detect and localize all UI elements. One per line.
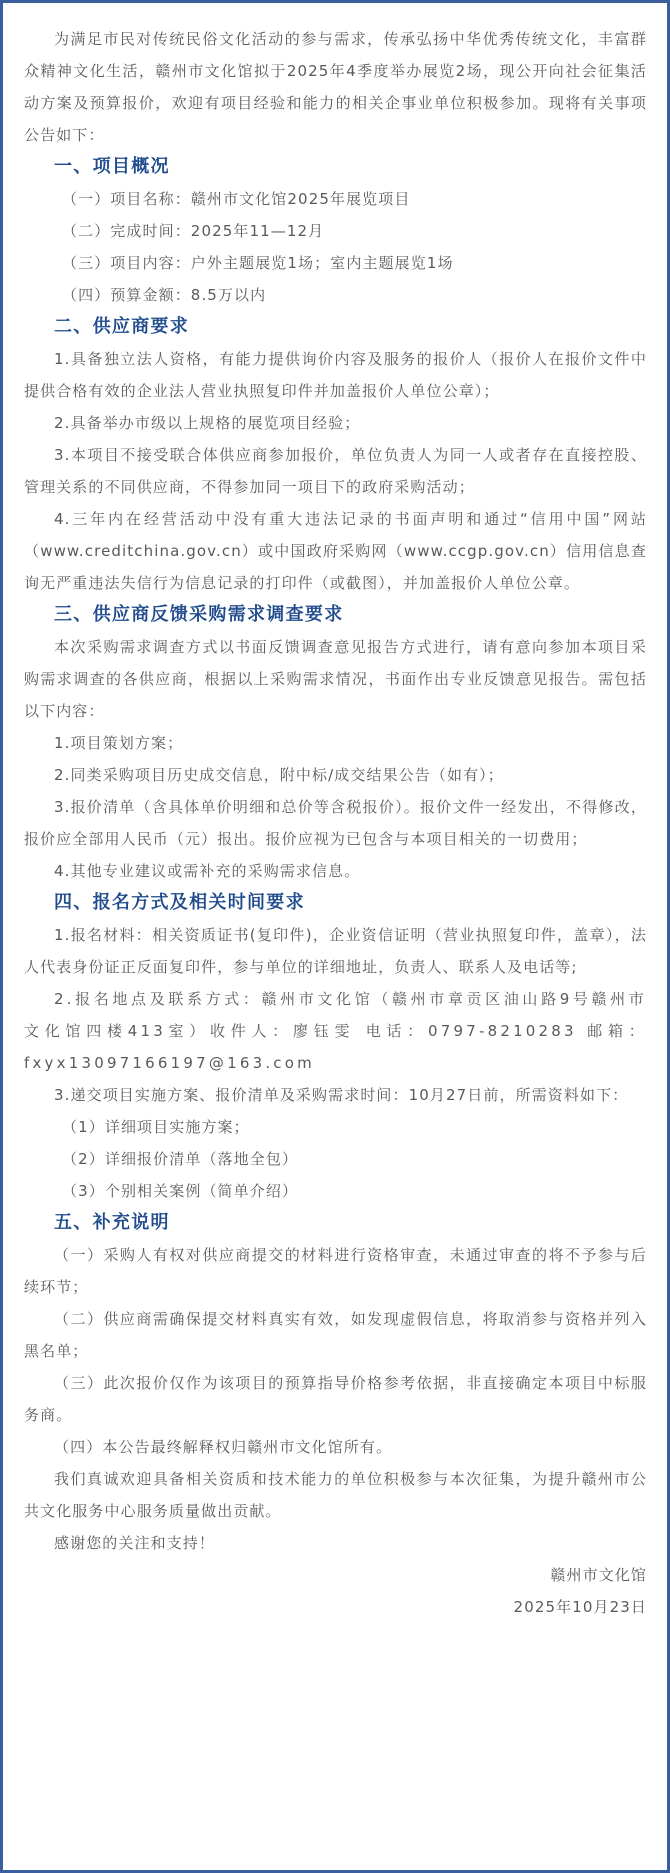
supplement-4: （四）本公告最终解释权归赣州市文化馆所有。	[54, 1438, 393, 1456]
supplement-2: （二）供应商需确保提交材料真实有效，如发现虚假信息，将取消参与资格并列入黑名单；	[24, 1310, 647, 1360]
supplier-req-1: 1.具备独立法人资格，有能力提供询价内容及服务的报价人（报价人在报价文件中提供合格有效的企业法人营业执照复印件并加盖报价人单位公章）；	[24, 350, 647, 400]
survey-intro: 本次采购需求调查方式以书面反馈调查意见报告方式进行，请有意向参加本项目采购需求调查的各供应商，根据以上采购需求情况，书面作出专业反馈意见报告。需包括以下内容：	[24, 638, 647, 720]
project-name: （一）项目名称：赣州市文化馆2025年展览项目	[62, 190, 411, 208]
registration-contact: 2.报名地点及联系方式：赣州市文化馆（赣州市章贡区油山路9号赣州市文化馆四楼413室）收件人：廖钰雯 电话：0797-8210283 邮箱：fxyx13097166197@163.com	[24, 990, 647, 1072]
required-doc-3: （3）个别相关案例（简单介绍）	[62, 1182, 299, 1200]
announcement-body	[24, 23, 647, 1623]
signature: 赣州市文化馆	[550, 1566, 647, 1584]
survey-item-3: 3.报价清单（含具体单价明细和总价等含税报价）。报价文件一经发出，不得修改，报价应全部用人民币（元）报出。报价应视为已包含与本项目相关的一切费用；	[24, 798, 647, 848]
section-3-heading: 三、供应商反馈采购需求调查要求	[54, 604, 344, 625]
section-2-heading: 二、供应商要求	[54, 316, 190, 337]
supplier-req-4: 4.三年内在经营活动中没有重大违法记录的书面声明和通过“信用中国”网站（www.creditchina.gov.cn）或中国政府采购网（www.ccgp.gov.cn）信用信息查询无严重违法失信行为信息记录的打印件（或截图），并加盖报价人单位公章。	[24, 510, 647, 592]
submission-deadline: 3.递交项目实施方案、报价清单及采购需求时间：10月27日前，所需资料如下：	[54, 1086, 629, 1104]
supplier-req-2: 2.具备举办市级以上规格的展览项目经验；	[54, 414, 361, 432]
survey-item-4: 4.其他专业建议或需补充的采购需求信息。	[54, 862, 361, 880]
survey-item-1: 1.项目策划方案；	[54, 734, 184, 752]
registration-materials: 1.报名材料：相关资质证书(复印件)，企业资信证明（营业执照复印件，盖章），法人代表身份证正反面复印件，参与单位的详细地址，负责人、联系人及电话等;	[24, 926, 647, 976]
section-5-heading: 五、补充说明	[54, 1212, 170, 1233]
closing-paragraph: 我们真诚欢迎具备相关资质和技术能力的单位积极参与本次征集，为提升赣州市公共文化服务中心服务质量做出贡献。	[24, 1470, 647, 1520]
required-doc-1: （1）详细项目实施方案；	[62, 1118, 250, 1136]
date: 2025年10月23日	[513, 1598, 647, 1616]
supplier-req-3: 3.本项目不接受联合体供应商参加报价，单位负责人为同一人或者存在直接控股、管理关系的不同供应商，不得参加同一项目下的政府采购活动；	[24, 446, 647, 496]
required-doc-2: （2）详细报价清单（落地全包）	[62, 1150, 299, 1168]
survey-item-2: 2.同类采购项目历史成交信息，附中标/成交结果公告（如有）；	[54, 766, 504, 784]
project-content: （三）项目内容：户外主题展览1场；室内主题展览1场	[62, 254, 454, 272]
completion-time: （二）完成时间：2025年11—12月	[62, 222, 325, 240]
budget-amount: （四）预算金额：8.5万以内	[62, 286, 267, 304]
supplement-1: （一）采购人有权对供应商提交的材料进行资格审查，未通过审查的将不予参与后续环节；	[24, 1246, 647, 1296]
thanks-line: 感谢您的关注和支持！	[54, 1534, 216, 1552]
intro-paragraph: 为满足市民对传统民俗文化活动的参与需求，传承弘扬中华优秀传统文化，丰富群众精神文化生活，赣州市文化馆拟于2025年4季度举办展览2场，现公开向社会征集活动方案及预算报价，欢迎有项目经验和能力的相关企事业单位积极参加。现将有关事项公告如下：	[24, 30, 647, 144]
section-4-heading: 四、报名方式及相关时间要求	[54, 892, 305, 913]
supplement-3: （三）此次报价仅作为该项目的预算指导价格参考依据，非直接确定本项目中标服务商。	[24, 1374, 647, 1424]
section-1-heading: 一、项目概况	[54, 156, 170, 177]
